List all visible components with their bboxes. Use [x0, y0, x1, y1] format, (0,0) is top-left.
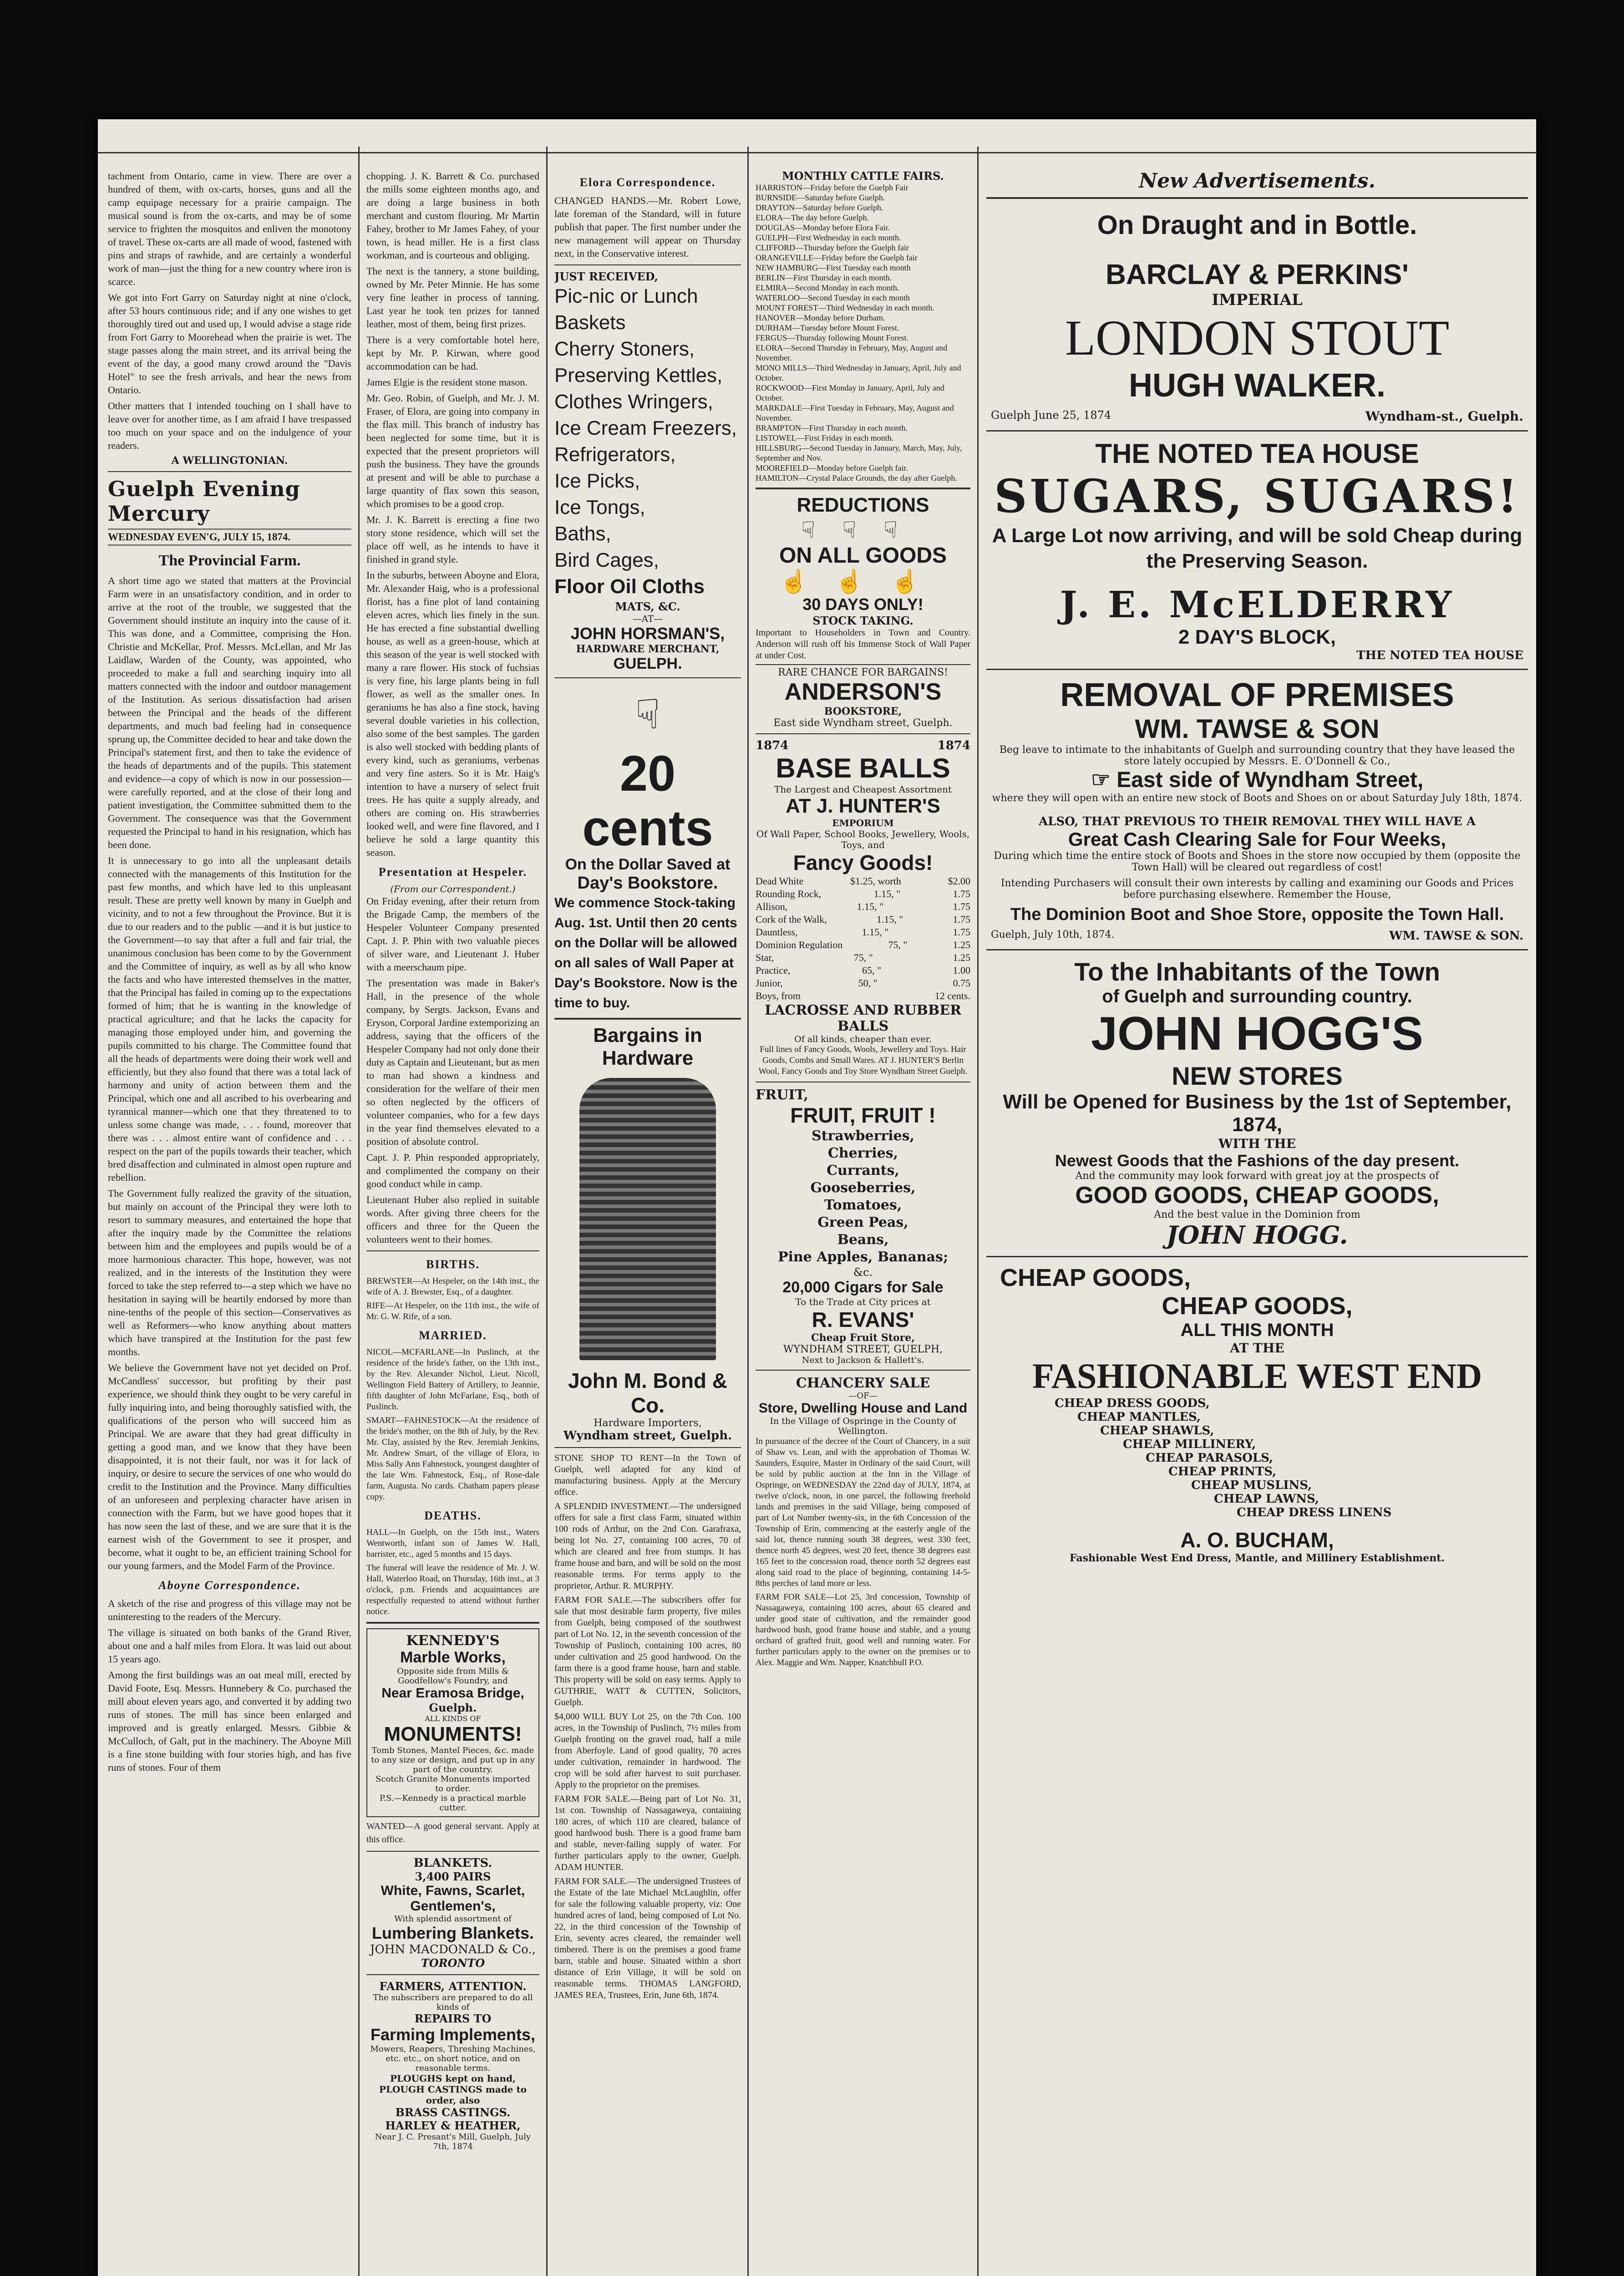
farming-implements: Farming Implements, — [370, 2025, 536, 2044]
farmers-line: REPAIRS TO — [414, 2012, 492, 2025]
blankets-firm: JOHN MACDONALD & Co., — [370, 1943, 536, 1956]
top-rule — [98, 152, 1536, 153]
farmers-firm: HARLEY & HEATHER, — [385, 2119, 521, 2132]
section-heading: New Advertisements. — [1139, 169, 1375, 193]
large-lot: A Large Lot now arriving, and will be sold Cheap during the Preserving Season. — [992, 524, 1522, 572]
farmers-title: FARMERS, ATTENTION. — [379, 1980, 527, 1993]
wanted-ad: WANTED—A good general servant. Apply at this office. — [366, 1821, 539, 1844]
two-days-block: 2 DAY'S BLOCK, — [1178, 626, 1336, 648]
to-inhabitants: To the Inhabitants of the Town — [1074, 957, 1440, 986]
article-paragraph: It is unnecessary to go into all the unpleasant details connected with the managements of this Institution for the past few months, and which have led to this unpleasant result. These are pretty well known by many in Guelph and vicinity, and to not a few throughout the Province. But it is due to our readers and to the public —and it is but justice to the Government—to say that after a full and fair trial, the unanimous conclusion has been come to by the Government and the Committee of inquiry, as well as by all who know the facts and who have interested themselves in the matter, that the Principal has failed in coming up to the expectations formed of him; that he is wanting in the knowledge of practical agriculture; and that he lacks the capacity for managing those employed under him, and governing the pupils committed to his charge. The Committee found that all the heads of departments were doing their work well and efficiently, but they also found that there was a total lack of harmony and unity of action between them and the Principal, which one and all ascribed to his overbearing and tyrannical manner—which one that they threatened to to unless some change was made, . . . found, moreover that there was . . . almost entire want of confidence and . . . respect on the part of the pupils towards their teacher, which bred disaffection and culminated in almost open rupture and rebellion. — [108, 855, 351, 1183]
beg-leave: Beg leave to intimate to the inhabitants of Guelph and surrounding country that they have leased the store lately occupied by Messrs. E. O'Donnell & Co., — [999, 744, 1515, 767]
bond-line: Hardware Importers, — [594, 1417, 702, 1429]
cheap-item: CHEAP SHAWLS, — [1100, 1424, 1214, 1438]
classified-ad: FARM FOR SALE.—The subscribers offer for sale that most desirable farm property, five miles from Guelph, being composed of the southwest part of Lot No. 12, in the seventh concession of the Township of Puslinch, containing 100 acres, 80 under cultivation and 25 good hardwood. On the farm there is a good frame house, barn and stable. This property will be sold on easy terms. Apply to GUTHRIE, WATT & CUTTEN, Solicitors, Guelph. — [554, 1595, 741, 1707]
hespeler-byline: (From our Correspondent.) — [390, 884, 516, 894]
fair-entry: ELORA—The day before Guelph. — [756, 213, 869, 222]
hogg-heading: JOHN HOGG'S — [1091, 1007, 1423, 1060]
letter-signature: A WELLINGTONIAN. — [171, 455, 288, 467]
also-line: ALSO, THAT PREVIOUS TO THEIR REMOVAL THEY WILL HAVE A — [1038, 815, 1476, 828]
product-item: Baths, — [554, 523, 611, 545]
aboyne-paragraph: chopping. J. K. Barrett & Co. purchased the mills some eighteen months ago, and are doing a large business in both merchant and custom flouring. Mr Martin Fahey, brother to Mr James Fahey, of your town, is head miller. He is a first class workman, and is courteous and obliging. — [366, 170, 539, 261]
marriage-notice: SMART—FAHNESTOCK—At the residence of the bride's mother, on the 8th of July, by the Rev. Mr. Clay, assisted by the Rev. Jeremiah Jenkins, Mr. Andrew Smart, of the village of Elora, to Miss Sally Ann Fahnestock, youngest daughter of the late Wm. Fahnestock, Esq., of Rose-dale farm, Augusta. No cards. Chatham papers please copy. — [366, 1416, 539, 1502]
aboyne-paragraph: In the suburbs, between Aboyne and Elora, Mr. Alexander Haig, who is a professional florist, has a fine plot of land containing eleven acres, which lies finely in the sun. He has erected a fine substantial dwelling house, as well as a green-house, which at this season of the year is well stocked with many a rare flower. His stock of fuchsias is very fine, his large plants being in full flower, as well as the smaller ones. In geraniums he has also a fine stock, having several double varieties in his collection, also some of the best samples. The garden is also well stocked with bedding plants of every kind, such as geraniums, verbenas and very fine asters. So it is Mr. Haig's intention to have a nursery of select fruit trees. He has quite a supply already, and others are coming on. His strawberries looked well, and were fine flavored, and I believe he sold a large quantity this season. — [366, 569, 539, 858]
fancy-goods-line: Full lines of Fancy Goods, Wools, Jewellery and Toys. Hair Goods, Combs and Small Wares. AT J. HUNTER'S Berlin Wool, Fancy Goods and Toy Store Wyndham Street Guelph. — [758, 1045, 968, 1076]
farmers-line: PLOUGHS kept on hand, PLOUGH CASTINGS made to order, also — [379, 2073, 527, 2106]
imperial-line: IMPERIAL — [1212, 291, 1303, 309]
important-notice: Important to Householders in Town and Country. Anderson will rush off his Immense Stock of Wall Paper at under Cost. — [756, 628, 970, 660]
elora-paragraph: CHANGED HANDS.—Mr. Robert Lowe, late foreman of the Standard, will in future publish that paper. The first number under the new management will appear on Thursday next, in the Conservative interest. — [554, 195, 741, 259]
cheap-goods: CHEAP GOODS, — [1000, 1264, 1191, 1291]
bond-line: Wyndham street, Guelph. — [563, 1429, 732, 1443]
marble-ad-line: Scotch Granite Monuments imported to order. — [376, 1774, 530, 1793]
hogg-ad — [986, 950, 1528, 1257]
horsman-firm: JOHN HORSMAN'S, — [570, 624, 725, 643]
fruit-etc: &c. — [853, 1266, 873, 1279]
fair-entry: HARRISTON—Friday before the Guelph Fair — [756, 183, 908, 192]
death-notice: The funeral will leave the residence of Mr. J. W. Hall, Waterloo Road, on Thursday, 16th inst., at 3 o'clock, p.m. Friends and acquaintances are respectfully requested to attend without further notice. — [366, 1563, 539, 1616]
hespeler-paragraph: Lieutenant Huber also replied in suitable words. After giving three cheers for the officers and three for the Queen the volunteers went to their homes. — [366, 1194, 539, 1245]
fair-entry: BRAMPTON—First Thursday in each month. — [756, 423, 908, 432]
dominion-line: The Dominion Boot and Shoe Store, opposite the Town Hall. — [1010, 905, 1504, 924]
column-rule — [747, 147, 749, 2276]
of-wall-line: Of Wall Paper, School Books, Jewellery, Wools, Toys, and — [756, 828, 970, 850]
bucham-sub: Fashionable West End Dress, Mantle, and Millinery Establishment. — [1069, 1552, 1445, 1564]
bond-firm: John M. Bond & Co. — [568, 1369, 728, 1417]
fruit-head: FRUIT, — [756, 1087, 808, 1103]
correspondence-paragraph: A sketch of the rise and progress of this village may not be uninteresting to the readers of the Mercury. — [108, 1598, 351, 1622]
with-the: WITH THE — [1218, 1136, 1296, 1151]
fair-entry: ELORA—Second Thursday in February, May, August and November. — [756, 343, 948, 362]
east-side-row — [991, 767, 1523, 793]
correspondence-paragraph: The village is situated on both banks of the Grand River, about one and a half miles from Elora. It was laid out about 15 years ago. — [108, 1627, 351, 1665]
anderson-heading: ANDERSON'S — [784, 679, 942, 705]
column-4 — [756, 169, 970, 2276]
just-received: JUST RECEIVED, — [554, 270, 658, 283]
of-guelph: of Guelph and surrounding country. — [1102, 986, 1412, 1006]
cigars-sub: To the Trade at City prices at — [795, 1296, 931, 1307]
all-this-month: ALL THIS MONTH — [1180, 1320, 1334, 1340]
cheap-item: CHEAP DRESS GOODS, — [1055, 1397, 1210, 1410]
tea-house: THE NOTED TEA HOUSE — [1095, 438, 1419, 469]
aboyne-paragraph: Mr. J. K. Barrett is erecting a fine two story stone residence, which will set the place off well, as he intends to have it finished in grand style. — [366, 514, 539, 565]
column-3 — [554, 169, 741, 2276]
blankets-title: BLANKETS. — [413, 1856, 492, 1870]
column-rule — [358, 147, 360, 2276]
base-balls: BASE BALLS — [776, 753, 950, 783]
blankets-line: White, Fawns, Scarlet, Gentlemen's, — [381, 1883, 525, 1914]
pointing-hand-icon: ☞ — [1091, 768, 1117, 792]
stock-taking-text: We commence Stock-taking Aug. 1st. Until then 20 cents on the Dollar will be allowed on all sales of Wall Paper at Day's Bookstore. Now is the time to buy. — [554, 895, 738, 1011]
price-row: Dominion Regulation 75, " 1.25 — [756, 939, 970, 950]
classified-ad: $4,000 WILL BUY Lot 25, on the 7th Con. 100 acres, in the Township of Puslinch, 7½ miles from Guelph fronting on the gravel road, half a mile from Aberfoyle. Land of good quality, 70 acres under cultivation, remainder in hardwood. The crop will be sold after harvest to suit purchaser. Apply to the proprietor on the premises. — [554, 1712, 741, 1790]
hespeler-title: Presentation at Hespeler. — [378, 865, 528, 879]
masthead: Guelph Evening Mercury — [108, 477, 300, 526]
farm-sale-ad: FARM FOR SALE—Lot 25, 3rd concession, Township of Nassagaweya, containing 100 acres, about 65 cleared and under good state of cultivation, and the remainder good hardwood bush, good frame house and stable, and a young orchard of grafted fruit, good well and running water. For further particulars apply to the owner on the premises or to Alex. Maggie and Wm. Napper, Knatchbull P.O. — [756, 1592, 970, 1667]
fruit-heading: FRUIT, FRUIT ! — [790, 1103, 936, 1127]
pointing-hand-icon: ☟ — [635, 691, 660, 738]
marble-ad-title: KENNEDY'S — [406, 1633, 500, 1649]
marble-ad-line: P.S.—Kennedy is a practical marble cutter. — [379, 1793, 527, 1813]
bucham-heading: A. O. BUCHAM, — [1180, 1528, 1334, 1552]
marble-ad-line: Opposite side from Mills & Goodfellow's Foundry, and — [397, 1666, 509, 1686]
hespeler-paragraph: On Friday evening, after their return from the Brigade Camp, the members of the Hespeler Volunteer Company presented Capt. J. P. Phin with two valuable pieces of silver ware, and Lieutenant J. Huber with a meerschaum pipe. — [366, 895, 539, 973]
column-1 — [108, 169, 351, 2276]
marble-ad-title2: Marble Works, — [400, 1649, 506, 1666]
product-item: Ice Cream Freezers, — [554, 417, 737, 439]
births-title: BIRTHS. — [426, 1258, 480, 1271]
marble-ad-line: Tomb Stones, Mantel Pieces, &c. made to any size or design, and put up in any part of the country. — [371, 1746, 535, 1774]
chancery-of: —OF— — [848, 1391, 878, 1401]
mcelderry: J. E. McELDERRY — [1060, 583, 1455, 626]
fair-entry: WATERLOO—Second Tuesday in each month — [756, 293, 910, 302]
aboyne-paragraph: James Elgie is the resident stone mason. — [366, 376, 528, 388]
article-title: The Provincial Farm. — [158, 552, 301, 569]
price-row: Practice, 65, " 1.00 — [756, 965, 970, 976]
fruit-item: Currants, — [827, 1163, 899, 1179]
fair-entry: DRAYTON—Saturday before Guelph. — [756, 203, 883, 212]
cheap-item: CHEAP LAWNS, — [1214, 1492, 1319, 1506]
tawse-signature: WM. TAWSE & SON. — [1389, 929, 1523, 943]
tawse-date: Guelph, July 10th, 1874. — [991, 929, 1115, 940]
fair-entry: ROCKWOOD—First Monday in January, April, July and October. — [756, 383, 944, 402]
chancery-heading: CHANCERY SALE — [796, 1375, 930, 1391]
community-line: And the community may look forward with great joy at the prospects of — [1075, 1170, 1439, 1182]
hogg-signature: JOHN HOGG. — [1166, 1220, 1348, 1250]
monuments-heading: MONUMENTS! — [384, 1723, 522, 1745]
cheap-item: CHEAP MANTLES, — [1077, 1410, 1201, 1424]
blankets-line: 3,400 PAIRS — [415, 1870, 491, 1883]
column-rule — [546, 147, 548, 2276]
fair-entry: MARKDALE—First Tuesday in February, May, August and November. — [756, 403, 954, 422]
fruit-item: Beans, — [837, 1232, 889, 1248]
price-list — [756, 875, 970, 1002]
column-2 — [366, 169, 539, 2276]
fair-entry: DURHAM—Tuesday before Mount Forest. — [756, 323, 899, 332]
hespeler-paragraph: Capt. J. P. Phin responded appropriately, and complimented the company on their good conduct while in camp. — [366, 1152, 539, 1189]
column-5 — [986, 169, 1528, 2276]
during-line: During which time the entire stock of Boots and Shoes in the store now occupied by them (opposite the Town Hall) will be cleared out regardless of cost! — [994, 850, 1521, 873]
price-row: Boys, from 12 cents. — [756, 990, 970, 1001]
thirty-days: 30 DAYS ONLY! — [802, 595, 924, 614]
cattle-fairs-title: MONTHLY CATTLE FAIRS. — [782, 169, 944, 183]
bargains-heading: Bargains in Hardware — [593, 1024, 702, 1069]
opened-line: Will be Opened for Business by the 1st of September, 1874, — [1003, 1091, 1512, 1136]
marble-ad-line: Near Eramosa Bridge, — [381, 1686, 524, 1701]
blankets-line: With splendid assortment of — [394, 1914, 512, 1924]
blankets-ad — [366, 1856, 539, 1970]
product-item: Refrigerators, — [554, 443, 676, 466]
mats-line: MATS, &C. — [615, 600, 680, 613]
barclay-line: BARCLAY & PERKINS' — [1106, 259, 1409, 290]
noted-tea-house: THE NOTED TEA HOUSE — [1356, 649, 1523, 662]
good-goods: GOOD GOODS, CHEAP GOODS, — [1075, 1182, 1439, 1209]
best-value: And the best value in the Dominion from — [1154, 1209, 1360, 1220]
fair-entry: NEW HAMBURG—First Tuesday each month — [756, 263, 911, 272]
stout-date: Guelph June 25, 1874 — [991, 409, 1111, 422]
cheap-item: CHEAP PRINTS, — [1168, 1465, 1277, 1478]
hespeler-paragraph: The presentation was made in Baker's Hall, in the presence of the whole company, by Sergts. Jackson, Evans and Eryson, Corporal Jardine extemporizing an address, saying that the officers of the Hespeler Company had not only done their duty as Captain and Lieutenant, but as men to man had shown a kindness and consideration for the welfare of their men so often neglected by the officers of volunteer companies, who for a few days in the year find themselves elevated to a position of absolute control. — [366, 977, 539, 1147]
cents-line: Day's Bookstore. — [577, 874, 718, 893]
marriage-notice: NICOL—MCFARLANE—In Puslinch, at the residence of the bride's father, on the 13th inst., by the Rev. Alexander Nichol, Lieut. Nicoll, Wellington Field Battery of Artillery, to Jeannie, fifth daughter of John McFarlane, Esq., both of Puslinch. — [366, 1347, 539, 1412]
open-with: where they will open with an entire new stock of Boots and Shoes on or about Saturday July 18th, 1874. — [992, 793, 1522, 804]
fair-entry: MOOREFIELD—Monday before Guelph fair. — [756, 463, 908, 472]
building-illustration — [579, 1078, 716, 1360]
stout-ad — [986, 203, 1528, 432]
at-the: AT THE — [1230, 1341, 1284, 1356]
elora-title: Elora Correspondence. — [579, 176, 716, 189]
fair-entry: GUELPH—First Wednesday in each month. — [756, 233, 901, 242]
correspondence-paragraph: Among the first buildings was an oat meal mill, erected by David Foote, Esq. Messrs. Hunnebery & Co. purchased the mill about eleven years ago, and converted it by adding two runs of stones. The mill has since been enlarged and improved and is greatly enlarged. Messrs. Gibbie & McCulloch, of Galt, put in the machinery. The Aboyne Mill is a fine stone building with four stories high, and has five runs of stones. Four of them — [108, 1669, 351, 1773]
new-stores: NEW STORES — [1172, 1062, 1343, 1090]
marble-works-ad — [366, 1628, 539, 1817]
cigars-heading: 20,000 Cigars for Sale — [782, 1279, 944, 1296]
birth-notice: BREWSTER—At Hespeler, on the 14th inst., the wife of A. J. Brewster, Esq., of a daughter. — [366, 1276, 539, 1297]
intending-line: Intending Purchasers will consult their own interests by calling and examining our Goods and Prices before purchasing elsewhere. Remember the House, — [1000, 878, 1514, 900]
hand-icons: ☝☝☝ — [779, 568, 947, 594]
on-all-goods: ON ALL GOODS — [779, 544, 947, 568]
fair-entry: BERLIN—First Thursday in each month. — [756, 273, 892, 282]
assortment-line: The Largest and Cheapest Assortment — [774, 784, 952, 795]
farmers-ad — [366, 1980, 539, 2151]
evans-address: WYNDHAM STREET, GUELPH, — [783, 1344, 943, 1355]
store-dwelling: Store, Dwelling House and Land — [758, 1401, 968, 1416]
classified-ad: FARM FOR SALE.—The undersigned Trustees of the Estate of the late Michael McLaughlin, offer for sale the following valuable property, viz: One hundred acres of land, being composed of Lot No. 22, in the third concession of the Township of Erin, seventy acres cleared, the remainder well timbered. There is on the premises a good frame barn, stable and house. Situated within a short distance of Erin Village, it will be sold on reasonable terms. THOMAS LANGFORD, JAMES REA, Trustees, Erin, June 6th, 1874. — [554, 1876, 741, 2000]
death-notice: HALL—In Guelph, on the 15th inst., Waters Wentworth, infant son of James W. Hall, barrister, etc., aged 5 months and 15 days. — [366, 1528, 539, 1559]
fruit-item: Strawberries, — [811, 1128, 915, 1144]
marble-ad-line: ALL KINDS OF — [425, 1714, 481, 1723]
fair-entry: ELMIRA—Second Monday in each month. — [756, 283, 899, 292]
removal-heading: REMOVAL OF PREMISES — [1060, 677, 1454, 713]
fair-entry: HANOVER—Monday before Durham. — [756, 313, 885, 322]
stout-address: Wyndham-st., Guelph. — [1365, 409, 1523, 424]
price-row: Rounding Rock, 1.15, " 1.75 — [756, 888, 970, 899]
fair-entry: MOUNT FOREST—Third Wednesday in each month. — [756, 303, 934, 312]
price-row: Junior, 50, " 0.75 — [756, 977, 970, 989]
marble-ad-line: Guelph. — [429, 1701, 477, 1714]
farmers-line: The subscribers are prepared to do all kinds of — [373, 1993, 533, 2012]
fruit-item: Gooseberries, — [810, 1180, 916, 1196]
fair-entry: HAMILTON—Crystal Palace Grounds, the day after Guelph. — [756, 473, 957, 483]
hand-icons: ☟☟☟ — [801, 517, 925, 543]
rare-chance: RARE CHANCE FOR BARGAINS! — [756, 664, 970, 678]
cheap-item: CHEAP MUSLINS, — [1191, 1478, 1312, 1492]
correspondence-title: Aboyne Correspondence. — [158, 1579, 301, 1592]
fair-entry: LISTOWEL—First Friday in each month. — [756, 433, 894, 442]
lacrosse-heading: LACROSSE AND RUBBER BALLS — [764, 1002, 962, 1034]
lacrosse-sub: Of all kinds, cheaper than ever. — [794, 1034, 932, 1044]
letter-paragraph: Other matters that I intended touching on I shall have to leave over for another time, as I am afraid I have trespassed too much on your space and on the indulgence of your readers. — [108, 400, 351, 451]
tawse-heading: WM. TAWSE & SON — [1135, 714, 1380, 744]
hunter-heading: AT J. HUNTER'S — [786, 795, 940, 817]
fashionable-west-end: FASHIONABLE WEST END — [1032, 1356, 1482, 1396]
cheap-item: CHEAP MILLINERY, — [1123, 1438, 1256, 1451]
letter-paragraph: We got into Fort Garry on Saturday night at nine o'clock, after 53 hours continuous ride; and if any one wishes to get thoroughly tired out and used up, I would advise a stage ride from Fort Garry to Moorehead when the prairie is wet. The stage passes along the main street, and its arrival being the event of the day, a good many crowd around the "Davis Hotel" to see the fresh arrivals, and hear the news from Ontario. — [108, 292, 351, 396]
removal-ad — [986, 670, 1528, 950]
chancery-text: In pursuance of the decree of the Court of Chancery, in a suit of Shaw vs. Lean, and with the approbation of Thomas W. Saunders, Esquire, Master in Ordinary of the said Court, will be sold by public auction at the Inn in the Village of Ospringe, on WEDNESDAY the 22nd day of JULY, 1874, at twelve o'clock, noon, in one parcel, the following freehold lands and premises in the said Village, being composed of part of Lot Number twenty-six, in the 6th Concession of the Township of Erin, commencing at the easterly angle of the said lot, thence running south 38 degrees, west 330 feet, thence north 45 degrees, west 20 feet, thence 38 degrees east 165 feet to the concession road, thence north 52 degrees east along said road to the place of beginning, containing 14-5-8ths perches of land more or less. — [756, 1437, 970, 1588]
great-sale: Great Cash Clearing Sale for Four Weeks, — [1068, 828, 1446, 850]
london-stout: LONDON STOUT — [1065, 310, 1450, 366]
fancy-goods: Fancy Goods! — [793, 851, 933, 874]
price-row: Dead White $1.25, worth $2.00 — [756, 875, 970, 887]
stock-taking: STOCK TAKING. — [812, 614, 914, 627]
cents-line: On the Dollar Saved at — [565, 856, 731, 873]
hugh-walker: HUGH WALKER. — [1129, 367, 1385, 404]
fair-entry: CLIFFORD—Thursday before the Guelph fair — [756, 243, 909, 252]
evans-heading: R. EVANS' — [812, 1308, 914, 1331]
fruit-item: Green Peas, — [817, 1214, 908, 1230]
blankets-city: TORONTO — [421, 1956, 485, 1970]
married-title: MARRIED. — [419, 1329, 487, 1342]
stout-footer — [991, 409, 1523, 424]
fruit-item: Cherries, — [827, 1145, 898, 1161]
product-item: Ice Picks, — [554, 470, 640, 492]
aboyne-paragraph: There is a very comfortable hotel here, kept by Mr. P. Kirwan, where good accommodation can be had. — [366, 334, 539, 372]
fruit-item: Tomatoes, — [824, 1197, 902, 1213]
classified-ad: A SPLENDID INVESTMENT.—The undersigned offers for sale a first class Farm, situated within 100 rods of Arthur, on the 2nd Con. Garafraxa, being lot No. 27, containing 100 acres, 70 of which are cleared and free from stumps. It has frame house and barn, and will be sold on the most reasonable terms. For terms apply to the proprietor, Arthur. R. MURPHY. — [554, 1501, 741, 1591]
farmers-line: Mowers, Reapers, Threshing Machines, etc. etc., on short notice, and on reasonable terms. — [370, 2044, 536, 2073]
product-item: Clothes Wringers, — [554, 391, 713, 413]
lumbering-blankets: Lumbering Blankets. — [371, 1924, 534, 1942]
deaths-title: DEATHS. — [424, 1509, 482, 1522]
farmers-location: Near J. C. Presant's Mill, Guelph, July 7th, 1874 — [375, 2132, 531, 2151]
fair-entry: FERGUS—Thursday following Mount Forest. — [756, 333, 909, 342]
fruit-store: Cheap Fruit Store, — [811, 1332, 915, 1344]
at-line: —AT— — [632, 613, 663, 624]
year-right: 1874 — [937, 739, 970, 752]
emporium-label: EMPORIUM — [832, 818, 894, 828]
bookstore-label: BOOKSTORE, — [824, 706, 902, 717]
horsman-line: HARDWARE MERCHANT, — [576, 643, 720, 655]
cheap-goods: CHEAP GOODS, — [1162, 1292, 1353, 1320]
sugar-ad — [986, 432, 1528, 670]
west-end-ad — [986, 1257, 1528, 1570]
price-row: Dauntless, 1.15, " 1.75 — [756, 926, 970, 938]
price-row: Cork of the Walk, 1.15, " 1.75 — [756, 914, 970, 925]
year-left: 1874 — [756, 739, 789, 752]
letter-paragraph: tachment from Ontario, came in view. There are over a hundred of them, with ox-carts, horses, guns and all the camp equipage necessary for a prairie campaign. The musical sound is from the ox-carts, and may be of some service to frighten the mosquitos and enliven the monotony of travel. These ox-carts are all made of wood, fastened with pins and straps of rawhide, and are certainly a wonderful work of man—just the thing for a new country where iron is scarce. — [108, 170, 351, 287]
horsman-city: GUELPH. — [613, 655, 682, 672]
fruit-item: Pine Apples, Bananas; — [777, 1249, 949, 1265]
column-rule — [977, 147, 979, 2276]
classified-ad: STONE SHOP TO RENT—In the Town of Guelph, well adapted for any kind of manufacturing business. Apply at the Mercury office. — [554, 1453, 741, 1497]
chancery-village: In the Village of Ospringe in the County of Wellington. — [770, 1416, 956, 1436]
birth-notice: RIFE—At Hespeler, on the 11th inst., the wife of Mr. G. W. Rife, of a son. — [366, 1301, 539, 1321]
reductions-heading: REDUCTIONS — [797, 494, 929, 516]
cheap-item: CHEAP PARASOLS, — [1146, 1451, 1274, 1465]
cheap-item: CHEAP DRESS LINENS — [1237, 1506, 1392, 1519]
anderson-address: East side Wyndham street, Guelph. — [773, 717, 953, 729]
twenty-cents: 20 cents — [582, 746, 713, 856]
article-paragraph: A short time ago we stated that matters at the Provincial Farm were in an unsatisfactory condition, and in order to arrive at the root of the trouble, we suggested that the Government should institute an inquiry into the cause of it. This was done, and a Committee, comprising the Hon. Christie and McKellar, Prof. Messrs. McLellan, and Mr Jas Laidlaw, Warden of the County, was appointed, who proceeded to make a full and searching inquiry into all matters connected with the indoor and outdoor management of the Institution. As serious dissatisfaction had arisen between the Principal and the heads of the different departments, and much bad feeling had in consequence sprung up, the Committee decided to hear and take down the Principal's statement first, and then to take the evidence of the heads of departments and of the pupils. This statement and evidence—a copy of which is now in our possession—were carefully reported, and at the close of their long and patient investigation, the Committee submitted them to the Government. The consequence was that the Government requested the Principal to hand in his resignation, which has been done. — [108, 575, 351, 850]
draught-line: On Draught and in Bottle. — [1097, 210, 1417, 240]
fair-entry: BURNSIDE—Saturday before Guelph. — [756, 193, 885, 202]
product-item: Bird Cages, — [554, 549, 659, 571]
product-item: Preserving Kettles, — [554, 364, 723, 386]
sugars-heading: SUGARS, SUGARS! — [994, 469, 1520, 523]
article-paragraph: The Government fully realized the gravity of the situation, but mainly on account of the Principal they were loth to resort to summary measures, and entertained the hope that after the inquiry made by the Committee the relations between him and the employees and pupils would be of a more harmonious character. This hope, however, was not realized, and in the interests of the Institution they were forced to take the step referred to—a step which we have no hesitation in saying will be heartily endorsed by more than nine-tenths of the people of this section—Conservatives as well as Reformers—who know anything about matters which have transpired at the Institution for the past few months. — [108, 1188, 351, 1357]
product-item: Pic-nic or Lunch Baskets — [554, 285, 698, 334]
evans-next-to: Next to Jackson & Hallett's. — [802, 1355, 924, 1365]
fair-entry: MONO MILLS—Third Wednesday in January, April, July and October. — [756, 363, 961, 382]
year-row — [756, 739, 970, 752]
fair-entry: ORANGEVILLE—Friday before the Guelph fair — [756, 253, 918, 262]
east-side: East side of Wyndham Street, — [1116, 768, 1424, 792]
product-item: Cherry Stoners, — [554, 338, 695, 360]
newest-goods: Newest Goods that the Fashions of the day present. — [1055, 1151, 1460, 1170]
price-row: Allison, 1.15, " 1.75 — [756, 901, 970, 912]
fair-entry: DOUGLAS—Monday before Elora Fair. — [756, 223, 890, 232]
fair-entry: HILLSBURG—Second Tuesday in January, March, May, July, September and Nov. — [756, 443, 962, 462]
price-row: Star, 75, " 1.25 — [756, 952, 970, 963]
classified-ad: FARM FOR SALE.—Being part of Lot No. 31, 1st con. Township of Nassagaweya, containing 180 acres, of which 110 are cleared, balance of good hardwood bush. There is a good frame barn and stable, never-failing supply of water. For further particulars apply to the owner, Guelph. ADAM HUNTER. — [554, 1794, 741, 1872]
farmers-line: BRASS CASTINGS. — [395, 2106, 511, 2119]
product-item: Ice Tongs, — [554, 496, 645, 518]
product-item: Floor Oil Cloths — [554, 575, 705, 598]
newspaper-page — [98, 119, 1536, 2276]
tawse-footer — [991, 929, 1523, 943]
article-paragraph: We believe the Government have not yet decided on Prof. McCandless' successor, but profiting by their past experience, we should think they ought to be very careful in fully inquiring into, and being thoroughly satisfied with, the qualifications of the person who will succeed him as Principal. We are aware that they had great difficulty in getting a good man, and we know that they have been disappointed, it is not their fault, nor was it for lack of inquiry, or desire to secure the services of one who would do credit to the Institution and the Province. Many difficulties of an unforeseen and perplexing character have arisen in connection with the Farm, but we have good hopes that it has now seen the last of these, and we are sure that it is the earnest wish of the Government to see it prosper, and become, what it ought to be, an efficient training School for our young farmers, and the Model Farm of the Province. — [108, 1362, 351, 1571]
aboyne-paragraph: The next is the tannery, a stone building, owned by Mr. Peter Minnie. He has some very fine leather in process of tanning. Last year he took ten prizes for tanned leather, most of them, being first prizes. — [366, 265, 539, 330]
aboyne-paragraph: Mr. Geo. Robin, of Guelph, and Mr. J. M. Fraser, of Elora, are going into company in the flax mill. This branch of industry has been neglected for some time, but it is expected that the present proprietors will push the business. They have the grounds at present and will be able to purchase a large quantity of flax sown this season, which promises to be a good crop. — [366, 392, 539, 509]
dateline: WEDNESDAY EVEN'G, JULY 15, 1874. — [108, 528, 351, 546]
